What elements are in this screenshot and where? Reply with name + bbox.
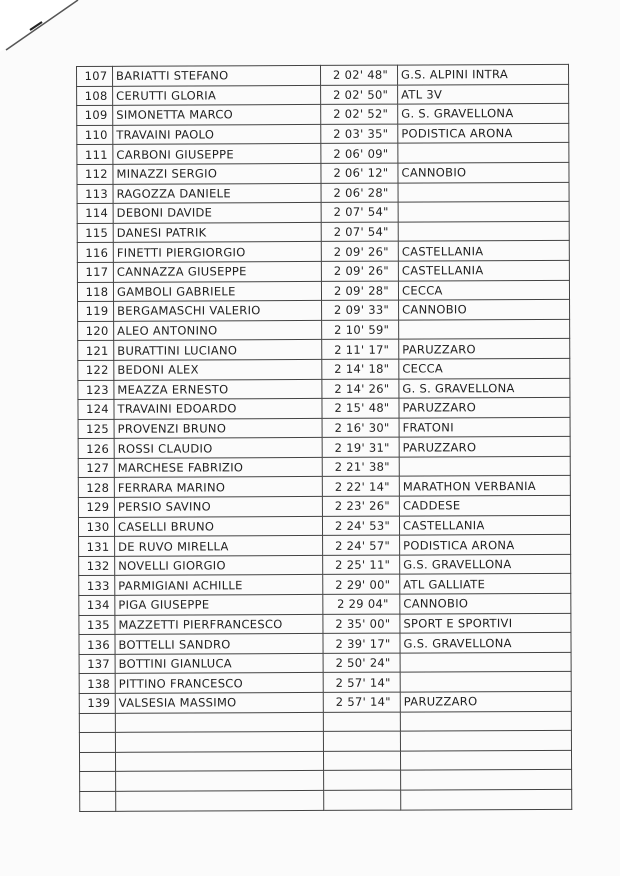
table-row bbox=[79, 711, 571, 733]
name-cell: CERUTTI GLORIA bbox=[113, 85, 321, 106]
table-row bbox=[78, 378, 570, 400]
time-cell bbox=[323, 731, 400, 751]
position-cell: 134 bbox=[79, 595, 115, 615]
position-cell: 130 bbox=[78, 517, 114, 537]
club-cell bbox=[399, 319, 570, 339]
position-cell bbox=[79, 713, 115, 733]
name-cell: BEDONI ALEX bbox=[114, 359, 322, 380]
club-cell: PODISTICA ARONA bbox=[398, 123, 569, 143]
club-cell bbox=[399, 456, 570, 476]
time-cell bbox=[323, 712, 400, 732]
name-cell: PERSIO SAVINO bbox=[114, 496, 322, 517]
table-row bbox=[77, 202, 569, 224]
name-cell bbox=[115, 751, 323, 772]
time-cell: 2 07' 54" bbox=[321, 202, 398, 222]
time-cell: 2 09' 26" bbox=[321, 261, 398, 281]
name-cell: TRAVAINI EDOARDO bbox=[114, 399, 322, 420]
name-cell: BARIATTI STEFANO bbox=[113, 65, 321, 86]
club-cell: FRATONI bbox=[399, 417, 570, 437]
club-cell: CASTELLANIA bbox=[398, 260, 569, 280]
name-cell bbox=[115, 712, 323, 733]
table-row bbox=[77, 221, 569, 243]
table-row bbox=[79, 633, 571, 655]
position-cell bbox=[80, 791, 116, 811]
name-cell: PROVENZI BRUNO bbox=[114, 418, 322, 439]
table-row bbox=[79, 554, 571, 576]
table-row bbox=[78, 358, 570, 380]
club-cell: PARUZZARO bbox=[399, 339, 570, 359]
name-cell: MARCHESE FABRIZIO bbox=[114, 457, 322, 478]
name-cell: TRAVAINI PAOLO bbox=[113, 124, 321, 145]
position-cell: 119 bbox=[78, 301, 114, 321]
time-cell: 2 15' 48" bbox=[322, 398, 399, 418]
position-cell: 121 bbox=[78, 341, 114, 361]
time-cell: 2 02' 52" bbox=[321, 104, 398, 124]
club-cell bbox=[401, 770, 572, 790]
position-cell: 128 bbox=[78, 478, 114, 498]
position-cell bbox=[79, 733, 115, 753]
position-cell bbox=[80, 772, 116, 792]
position-cell: 108 bbox=[77, 86, 113, 106]
name-cell: RAGOZZA DANIELE bbox=[113, 183, 321, 204]
table-row bbox=[77, 143, 569, 165]
name-cell: ROSSI CLAUDIO bbox=[114, 438, 322, 459]
club-cell: G.S. ALPINI INTRA bbox=[397, 64, 568, 84]
club-cell: CANNOBIO bbox=[399, 299, 570, 319]
table-row bbox=[79, 672, 571, 694]
name-cell bbox=[116, 790, 324, 811]
position-cell: 136 bbox=[79, 635, 115, 655]
club-cell: CASTELLANIA bbox=[399, 515, 570, 535]
club-cell: CECCA bbox=[398, 280, 569, 300]
table-row bbox=[79, 750, 571, 772]
table-row bbox=[78, 397, 570, 419]
time-cell bbox=[324, 770, 401, 790]
name-cell: PITTINO FRANCESCO bbox=[115, 673, 323, 694]
time-cell: 2 14' 18" bbox=[322, 359, 399, 379]
club-cell: CECCA bbox=[399, 358, 570, 378]
club-cell bbox=[400, 652, 571, 672]
name-cell: FINETTI PIERGIORGIO bbox=[113, 242, 321, 263]
name-cell: FERRARA MARINO bbox=[114, 477, 322, 498]
time-cell: 2 06' 28" bbox=[321, 183, 398, 203]
time-cell: 2 10' 59" bbox=[322, 320, 399, 340]
name-cell bbox=[115, 732, 323, 753]
club-cell: G. S. GRAVELLONA bbox=[398, 104, 569, 124]
time-cell: 2 03' 35" bbox=[321, 124, 398, 144]
table-row bbox=[78, 515, 570, 537]
table-row bbox=[79, 574, 571, 596]
table-row bbox=[79, 731, 571, 753]
name-cell: CARBONI GIUSEPPE bbox=[113, 144, 321, 165]
name-cell: VALSESIA MASSIMO bbox=[115, 692, 323, 713]
name-cell: BOTTINI GIANLUCA bbox=[115, 653, 323, 674]
position-cell: 111 bbox=[77, 145, 113, 165]
club-cell bbox=[400, 711, 571, 731]
club-cell bbox=[400, 750, 571, 770]
results-table-body bbox=[77, 64, 572, 811]
table-row bbox=[78, 319, 570, 341]
time-cell: 2 07' 54" bbox=[321, 222, 398, 242]
position-cell: 133 bbox=[79, 576, 115, 596]
table-row bbox=[77, 260, 569, 282]
time-cell: 2 25' 11" bbox=[323, 555, 400, 575]
table-row bbox=[77, 162, 569, 184]
table-row bbox=[77, 64, 569, 86]
time-cell: 2 57' 14" bbox=[323, 672, 400, 692]
time-cell bbox=[323, 751, 400, 771]
position-cell: 129 bbox=[78, 497, 114, 517]
table-row bbox=[77, 280, 569, 302]
name-cell: CANNAZZA GIUSEPPE bbox=[113, 261, 321, 282]
club-cell bbox=[398, 143, 569, 163]
table-row bbox=[78, 299, 570, 321]
time-cell: 2 39' 17" bbox=[323, 633, 400, 653]
time-cell: 2 09' 26" bbox=[321, 241, 398, 261]
time-cell: 2 57' 14" bbox=[323, 692, 400, 712]
time-cell: 2 24' 57" bbox=[323, 535, 400, 555]
position-cell: 132 bbox=[79, 556, 115, 576]
time-cell: 2 09' 28" bbox=[321, 281, 398, 301]
time-cell: 2 35' 00" bbox=[323, 614, 400, 634]
time-cell: 2 23' 26" bbox=[322, 496, 399, 516]
club-cell: PARUZZARO bbox=[400, 691, 571, 711]
position-cell: 112 bbox=[77, 164, 113, 184]
position-cell: 123 bbox=[78, 380, 114, 400]
club-cell: CADDESE bbox=[399, 495, 570, 515]
table-row bbox=[78, 339, 570, 361]
position-cell: 116 bbox=[77, 243, 113, 263]
name-cell: DE RUVO MIRELLA bbox=[115, 536, 323, 557]
time-cell: 2 19' 31" bbox=[322, 437, 399, 457]
position-cell: 114 bbox=[77, 203, 113, 223]
time-cell: 2 11' 17" bbox=[322, 339, 399, 359]
position-cell: 125 bbox=[78, 419, 114, 439]
table-row bbox=[78, 417, 570, 439]
table-row bbox=[77, 182, 569, 204]
time-cell bbox=[324, 790, 401, 810]
position-cell bbox=[79, 752, 115, 772]
time-cell: 2 50' 24" bbox=[323, 653, 400, 673]
name-cell: BURATTINI LUCIANO bbox=[114, 340, 322, 361]
club-cell bbox=[398, 182, 569, 202]
table-row bbox=[77, 104, 569, 126]
time-cell: 2 16' 30" bbox=[322, 418, 399, 438]
position-cell: 120 bbox=[78, 321, 114, 341]
position-cell: 131 bbox=[79, 537, 115, 557]
table-row bbox=[78, 437, 570, 459]
name-cell: BOTTELLI SANDRO bbox=[115, 634, 323, 655]
name-cell bbox=[116, 771, 324, 792]
club-cell: PARUZZARO bbox=[399, 437, 570, 457]
name-cell: PIGA GIUSEPPE bbox=[115, 594, 323, 615]
table-row bbox=[77, 84, 569, 106]
time-cell: 2 22' 14" bbox=[322, 477, 399, 497]
position-cell: 122 bbox=[78, 360, 114, 380]
position-cell: 107 bbox=[77, 66, 113, 86]
table-row bbox=[78, 476, 570, 498]
club-cell bbox=[400, 731, 571, 751]
time-cell: 2 29 04" bbox=[323, 594, 400, 614]
time-cell: 2 02' 50" bbox=[321, 85, 398, 105]
table-row bbox=[77, 241, 569, 263]
table-row bbox=[79, 535, 571, 557]
club-cell: ATL GALLIATE bbox=[400, 574, 571, 594]
position-cell: 137 bbox=[79, 654, 115, 674]
club-cell: G.S. GRAVELLONA bbox=[400, 633, 571, 653]
position-cell: 109 bbox=[77, 106, 113, 126]
position-cell: 138 bbox=[79, 674, 115, 694]
club-cell bbox=[400, 672, 571, 692]
table-row bbox=[77, 123, 569, 145]
time-cell: 2 14' 26" bbox=[322, 379, 399, 399]
club-cell: G. S. GRAVELLONA bbox=[399, 378, 570, 398]
table-row bbox=[79, 613, 571, 635]
table-row bbox=[79, 593, 571, 615]
name-cell: BERGAMASCHI VALERIO bbox=[114, 301, 322, 322]
position-cell: 113 bbox=[77, 184, 113, 204]
table-row bbox=[79, 652, 571, 674]
time-cell: 2 06' 09" bbox=[321, 143, 398, 163]
club-cell: CANNOBIO bbox=[400, 593, 571, 613]
club-cell: CANNOBIO bbox=[398, 162, 569, 182]
position-cell: 110 bbox=[77, 125, 113, 145]
club-cell bbox=[398, 202, 569, 222]
name-cell: CASELLI BRUNO bbox=[114, 516, 322, 537]
position-cell: 127 bbox=[78, 458, 114, 478]
time-cell: 2 09' 33" bbox=[322, 300, 399, 320]
club-cell: PODISTICA ARONA bbox=[400, 535, 571, 555]
position-cell: 135 bbox=[79, 615, 115, 635]
name-cell: GAMBOLI GABRIELE bbox=[113, 281, 321, 302]
table-row bbox=[80, 770, 572, 792]
position-cell: 117 bbox=[77, 262, 113, 282]
page-fold-corner bbox=[0, 0, 90, 60]
club-cell bbox=[398, 221, 569, 241]
position-cell: 115 bbox=[77, 223, 113, 243]
name-cell: PARMIGIANI ACHILLE bbox=[115, 575, 323, 596]
time-cell: 2 24' 53" bbox=[322, 516, 399, 536]
time-cell: 2 02' 48" bbox=[320, 65, 397, 85]
table-row bbox=[79, 691, 571, 713]
club-cell: MARATHON VERBANIA bbox=[399, 476, 570, 496]
club-cell bbox=[401, 789, 572, 809]
club-cell: ATL 3V bbox=[398, 84, 569, 104]
club-cell: PARUZZARO bbox=[399, 397, 570, 417]
time-cell: 2 06' 12" bbox=[321, 163, 398, 183]
name-cell: MAZZETTI PIERFRANCESCO bbox=[115, 614, 323, 635]
table-row bbox=[78, 456, 570, 478]
time-cell: 2 29' 00" bbox=[323, 575, 400, 595]
name-cell: SIMONETTA MARCO bbox=[113, 105, 321, 126]
name-cell: MEAZZA ERNESTO bbox=[114, 379, 322, 400]
name-cell: NOVELLI GIORGIO bbox=[115, 555, 323, 576]
position-cell: 126 bbox=[78, 439, 114, 459]
position-cell: 124 bbox=[78, 399, 114, 419]
name-cell: MINAZZI SERGIO bbox=[113, 163, 321, 184]
name-cell: DEBONI DAVIDE bbox=[113, 203, 321, 224]
name-cell: ALEO ANTONINO bbox=[114, 320, 322, 341]
table-row bbox=[80, 789, 572, 811]
results-table bbox=[76, 64, 572, 812]
club-cell: G.S. GRAVELLONA bbox=[400, 554, 571, 574]
club-cell: SPORT E SPORTIVI bbox=[400, 613, 571, 633]
name-cell: DANESI PATRIK bbox=[113, 222, 321, 243]
club-cell: CASTELLANIA bbox=[398, 241, 569, 261]
time-cell: 2 21' 38" bbox=[322, 457, 399, 477]
table-row bbox=[78, 495, 570, 517]
position-cell: 139 bbox=[79, 693, 115, 713]
position-cell: 118 bbox=[77, 282, 113, 302]
